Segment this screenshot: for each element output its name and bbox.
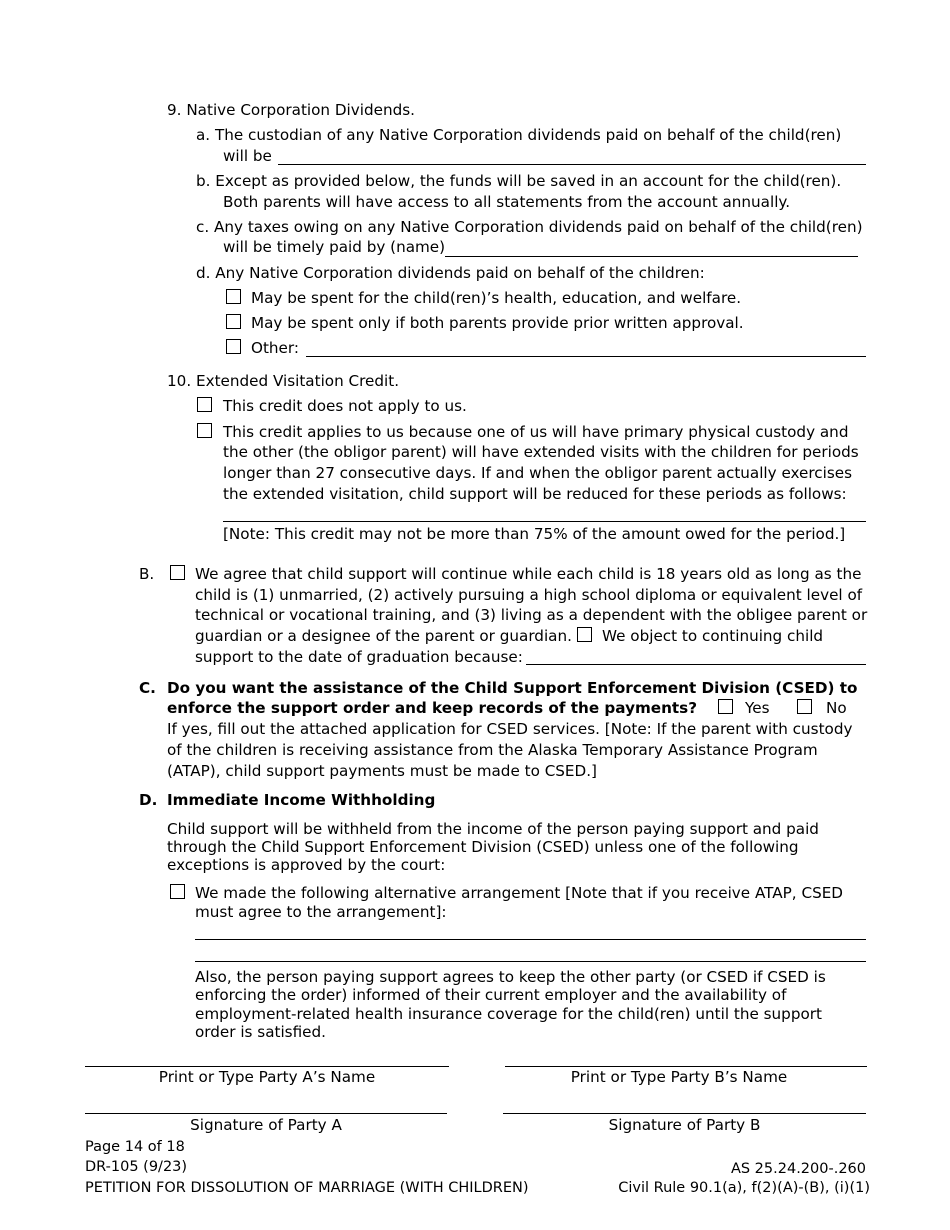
dividends-other-label: Other: bbox=[251, 339, 299, 357]
arrangement-field-2[interactable] bbox=[195, 961, 866, 962]
dividends-other-field[interactable] bbox=[306, 356, 866, 357]
section-9b-line2: Both parents will have access to all statements from the account annually. bbox=[223, 193, 791, 211]
party-a-signature-label: Signature of Party A bbox=[190, 1116, 342, 1134]
csed-no-label: No bbox=[826, 699, 847, 717]
credit-applies-checkbox[interactable] bbox=[197, 423, 212, 438]
section-d-letter: D. bbox=[139, 791, 158, 809]
alternative-arrangement-line1: We made the following alternative arrangement [Note that if you receive ATAP, CSED bbox=[195, 884, 844, 902]
section-c-question-line1: Do you want the assistance of the Child Support Enforcement Division (CSED) to bbox=[167, 679, 858, 697]
objection-reason-field[interactable] bbox=[526, 664, 866, 665]
also-line2: enforcing the order) informed of their current employer and the availability of bbox=[195, 986, 787, 1004]
party-b-signature-label: Signature of Party B bbox=[608, 1116, 761, 1134]
also-line1: Also, the person paying support agrees to keep the other party (or CSED if CSED is bbox=[195, 968, 826, 986]
party-b-name-label: Print or Type Party B’s Name bbox=[570, 1068, 788, 1086]
footer-page-number: Page 14 of 18 bbox=[85, 1139, 185, 1155]
section-b-line3: technical or vocational training, and (3) living as a dependent with the obligee parent or bbox=[195, 606, 868, 624]
section-9d-line1: d. Any Native Corporation dividends paid on behalf of the children: bbox=[196, 264, 705, 282]
also-line3: employment-related health insurance coverage for the child(ren) until the support bbox=[195, 1005, 822, 1023]
footer-statute: AS 25.24.200-.260 bbox=[730, 1161, 866, 1177]
dividends-health-label: May be spent for the child(ren)’s health, education, and welfare. bbox=[251, 289, 742, 307]
section-c-letter: C. bbox=[139, 679, 156, 697]
party-a-signature-field[interactable] bbox=[85, 1113, 447, 1114]
continue-support-checkbox[interactable] bbox=[170, 565, 185, 580]
section-9a-line1: a. The custodian of any Native Corporation dividends paid on behalf of the child(ren) bbox=[196, 126, 842, 144]
section-9c-line2: will be timely paid by (name) bbox=[223, 238, 446, 256]
custodian-name-field[interactable] bbox=[278, 164, 866, 165]
section-c-line3: If yes, fill out the attached application for CSED services. [Note: If the parent with custody bbox=[167, 720, 853, 738]
object-continuing-label: We object to continuing child bbox=[602, 627, 824, 645]
section-9c-line1: c. Any taxes owing on any Native Corporation dividends paid on behalf of the child(ren) bbox=[196, 218, 863, 236]
section-c-line4: of the children is receiving assistance from the Alaska Temporary Assistance Program bbox=[167, 741, 818, 759]
section-d-heading: Immediate Income Withholding bbox=[167, 791, 436, 809]
credit-applies-line4: the extended visitation, child support will be reduced for these periods as follows: bbox=[223, 485, 847, 503]
section-b-line2: child is (1) unmarried, (2) actively pursuing a high school diploma or equivalent level of bbox=[195, 586, 863, 604]
section-b-letter: B. bbox=[139, 565, 155, 583]
also-line4: order is satisfied. bbox=[195, 1023, 326, 1041]
credit-not-apply-checkbox[interactable] bbox=[197, 397, 212, 412]
dividends-other-checkbox[interactable] bbox=[226, 339, 241, 354]
footer-form-number: DR-105 (9/23) bbox=[85, 1159, 188, 1175]
section-b-line1: We agree that child support will continue while each child is 18 years old as long as the bbox=[195, 565, 862, 583]
section-9b-line1: b. Except as provided below, the funds will be saved in an account for the child(ren). bbox=[196, 172, 842, 190]
party-b-signature-field[interactable] bbox=[503, 1113, 866, 1114]
csed-no-checkbox[interactable] bbox=[797, 699, 812, 714]
object-continuing-checkbox[interactable] bbox=[577, 627, 592, 642]
section-b-line4: guardian or a designee of the parent or guardian. bbox=[195, 627, 572, 645]
credit-applies-line2: the other (the obligor parent) will have extended visits with the children for periods bbox=[223, 443, 859, 461]
section-9-heading: 9. Native Corporation Dividends. bbox=[167, 101, 415, 119]
section-d-para-line3: exceptions is approved by the court: bbox=[167, 856, 446, 874]
section-10-heading: 10. Extended Visitation Credit. bbox=[167, 372, 400, 390]
credit-applies-line3: longer than 27 consecutive days. If and when the obligor parent actually exercises bbox=[223, 464, 853, 482]
csed-yes-checkbox[interactable] bbox=[718, 699, 733, 714]
footer-civil-rule: Civil Rule 90.1(a), f(2)(A)-(B), (i)(1) bbox=[618, 1180, 870, 1196]
section-d-para-line2: through the Child Support Enforcement Division (CSED) unless one of the following bbox=[167, 838, 799, 856]
dividends-health-checkbox[interactable] bbox=[226, 289, 241, 304]
csed-yes-label: Yes bbox=[745, 699, 770, 717]
credit-reduction-field[interactable] bbox=[223, 521, 866, 522]
footer-form-title: PETITION FOR DISSOLUTION OF MARRIAGE (WITH CHILDREN) bbox=[85, 1180, 529, 1196]
credit-note: [Note: This credit may not be more than 75% of the amount owed for the period.] bbox=[223, 525, 846, 543]
section-c-question-line2: enforce the support order and keep records of the payments? bbox=[167, 699, 698, 717]
credit-applies-line1: This credit applies to us because one of us will have primary physical custody and bbox=[223, 423, 849, 441]
section-b-line5: support to the date of graduation because: bbox=[195, 648, 523, 666]
credit-not-apply-label: This credit does not apply to us. bbox=[223, 397, 467, 415]
party-a-name-label: Print or Type Party A’s Name bbox=[158, 1068, 376, 1086]
dividends-approval-checkbox[interactable] bbox=[226, 314, 241, 329]
section-d-para-line1: Child support will be withheld from the income of the person paying support and paid bbox=[167, 820, 819, 838]
arrangement-field-1[interactable] bbox=[195, 939, 866, 940]
dividends-approval-label: May be spent only if both parents provide prior written approval. bbox=[251, 314, 744, 332]
alternative-arrangement-checkbox[interactable] bbox=[170, 884, 185, 899]
section-9a-line2: will be bbox=[223, 147, 272, 165]
section-c-line5: (ATAP), child support payments must be made to CSED.] bbox=[167, 762, 597, 780]
taxes-payer-name-field[interactable] bbox=[445, 256, 858, 257]
alternative-arrangement-line2: must agree to the arrangement]: bbox=[195, 903, 447, 921]
